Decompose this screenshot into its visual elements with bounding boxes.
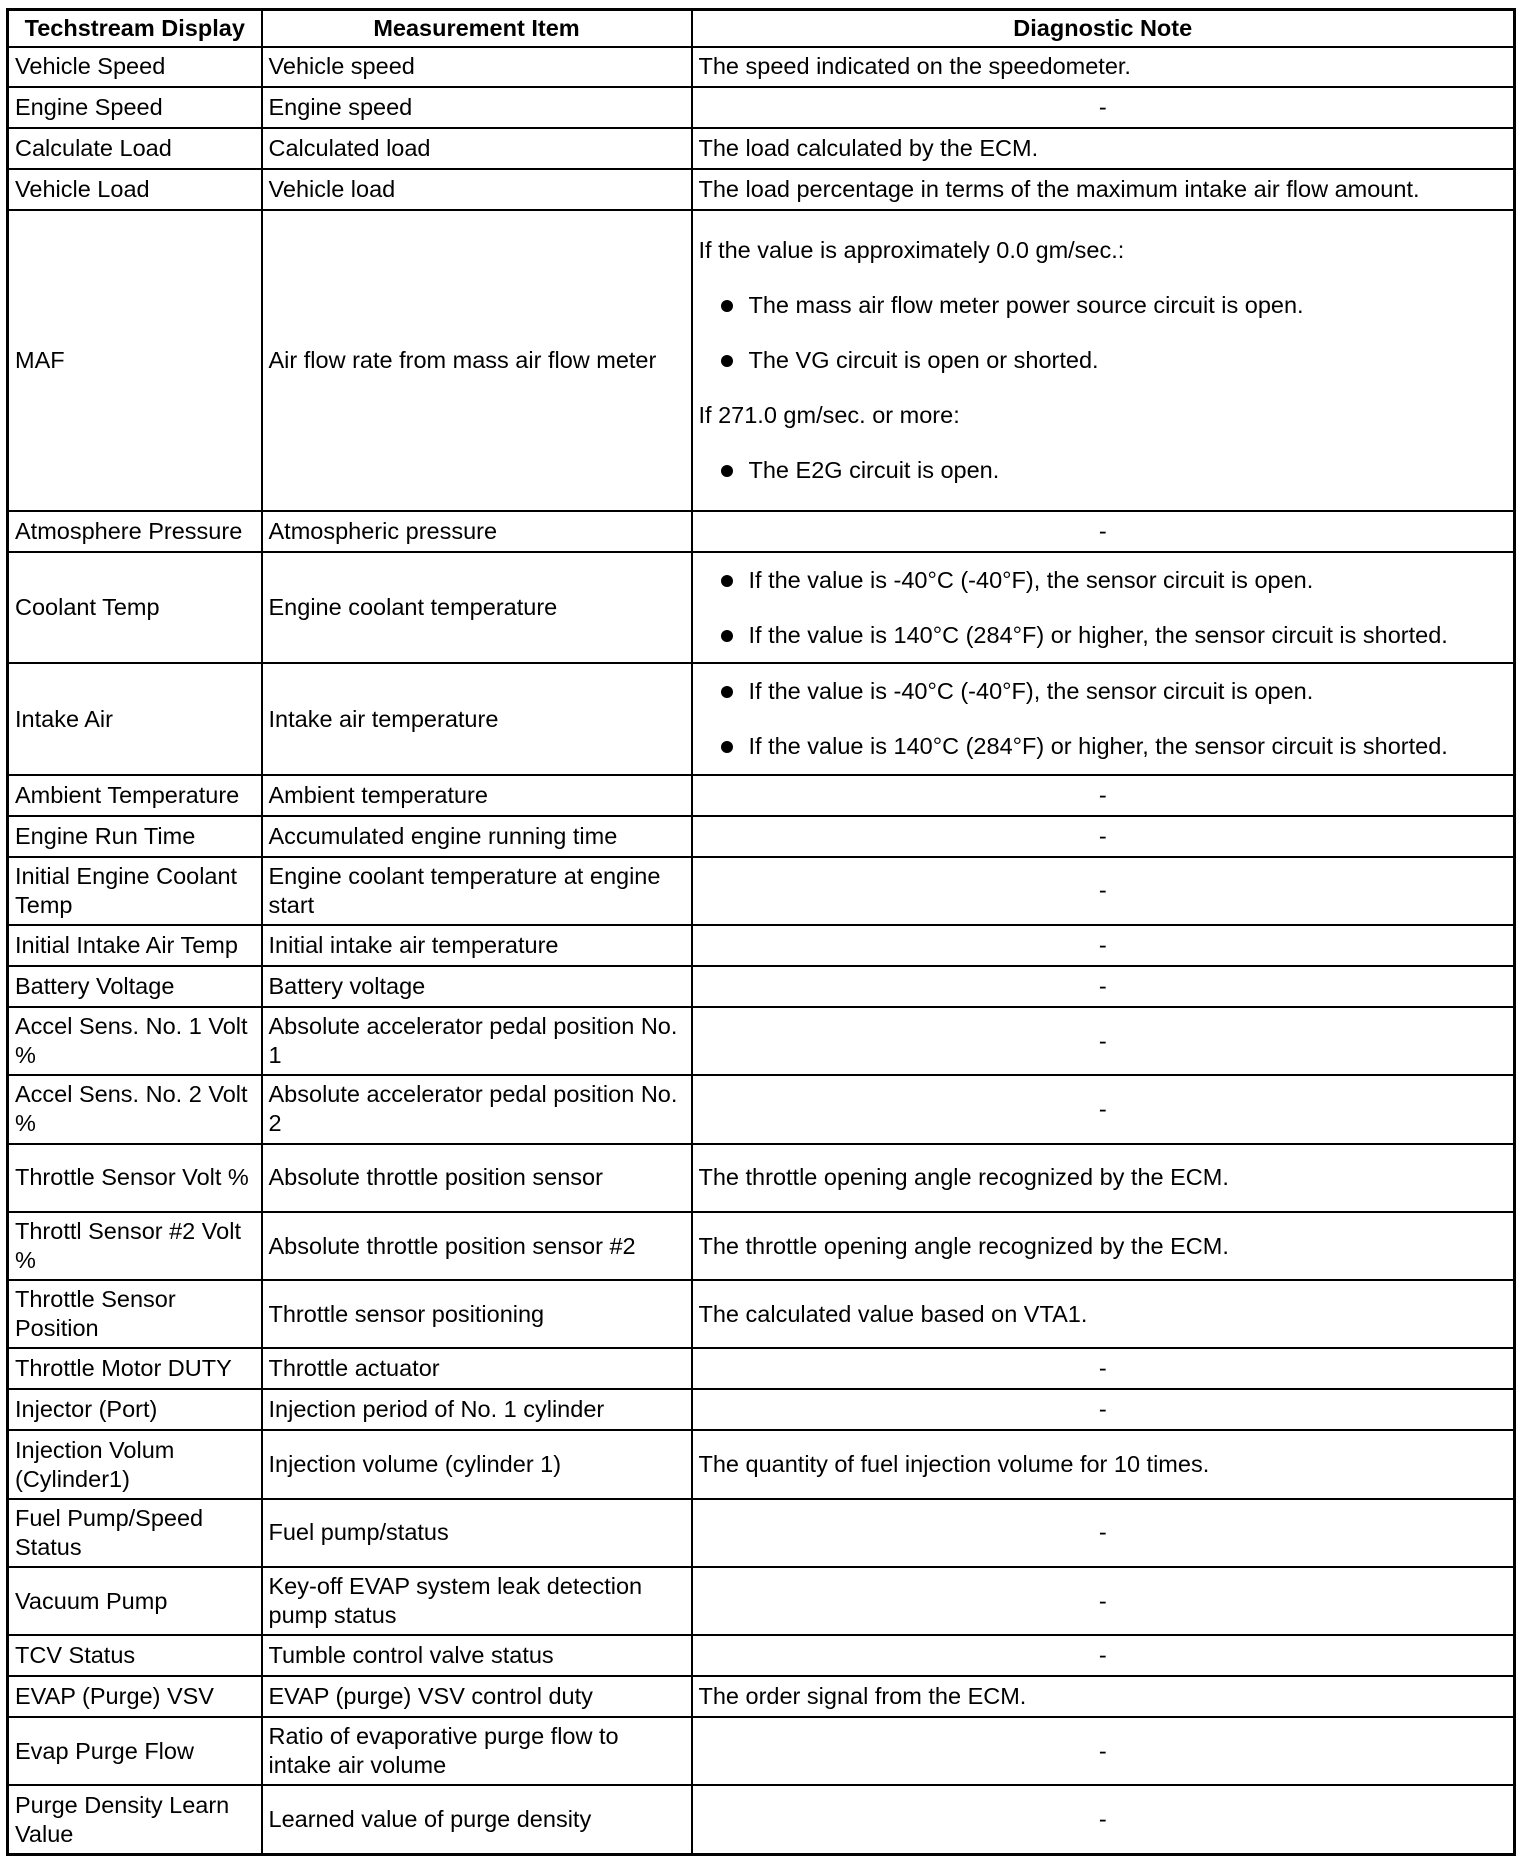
techstream-display-cell: Vacuum Pump xyxy=(8,1567,262,1635)
header-techstream-display: Techstream Display xyxy=(8,10,262,47)
note-bullet: If the value is 140°C (284°F) or higher, the sensor circuit is shorted. xyxy=(699,621,1508,650)
diagnostic-note-cell: The order signal from the ECM. xyxy=(692,1676,1515,1717)
diagnostic-note-cell: - xyxy=(692,511,1515,552)
diagnostic-note-cell xyxy=(692,210,1515,510)
techstream-display-cell: MAF xyxy=(8,210,262,510)
techstream-display-cell: Evap Purge Flow xyxy=(8,1717,262,1785)
table-row xyxy=(8,1348,1515,1389)
techstream-display-cell: Throttle Sensor Position xyxy=(8,1280,262,1348)
techstream-display-cell: Calculate Load xyxy=(8,128,262,169)
techstream-display-cell: Initial Intake Air Temp xyxy=(8,925,262,966)
measurement-item-cell: Fuel pump/status xyxy=(262,1499,692,1567)
diagnostic-note-cell: - xyxy=(692,925,1515,966)
techstream-display-cell: Engine Speed xyxy=(8,87,262,128)
diagnostic-note-cell: - xyxy=(692,775,1515,816)
diagnostic-note-cell: - xyxy=(692,1007,1515,1075)
table-row xyxy=(8,1430,1515,1498)
measurement-item-cell: Throttle actuator xyxy=(262,1348,692,1389)
measurement-item-cell: Absolute accelerator pedal position No. 2 xyxy=(262,1075,692,1143)
techstream-display-cell: Injection Volum (Cylinder1) xyxy=(8,1430,262,1498)
measurement-item-cell: Calculated load xyxy=(262,128,692,169)
table-row xyxy=(8,1635,1515,1676)
diagnostic-note-cell: - xyxy=(692,1075,1515,1143)
table-row xyxy=(8,1212,1515,1280)
diagnostic-note-cell: The load calculated by the ECM. xyxy=(692,128,1515,169)
table-row xyxy=(8,128,1515,169)
note-bullet: If the value is 140°C (284°F) or higher, the sensor circuit is shorted. xyxy=(699,732,1508,761)
techstream-display-cell: Engine Run Time xyxy=(8,816,262,857)
diagnostic-document xyxy=(6,8,1516,1856)
measurement-item-cell: Ambient temperature xyxy=(262,775,692,816)
techstream-display-cell: Fuel Pump/Speed Status xyxy=(8,1499,262,1567)
diagnostic-note-cell: The load percentage in terms of the maximum intake air flow amount. xyxy=(692,169,1515,210)
table-row xyxy=(8,1567,1515,1635)
measurement-item-cell: Battery voltage xyxy=(262,966,692,1007)
measurement-item-cell: Engine coolant temperature xyxy=(262,552,692,664)
table-row xyxy=(8,1717,1515,1785)
techstream-display-cell: Accel Sens. No. 1 Volt % xyxy=(8,1007,262,1075)
diagnostic-note-cell: - xyxy=(692,1499,1515,1567)
techstream-display-cell: Intake Air xyxy=(8,663,262,775)
diagnostic-note-cell xyxy=(692,552,1515,664)
table-row xyxy=(8,1144,1515,1212)
measurement-item-cell: Atmospheric pressure xyxy=(262,511,692,552)
techstream-display-cell: Initial Engine Coolant Temp xyxy=(8,857,262,925)
diagnostic-note-cell: - xyxy=(692,1567,1515,1635)
techstream-display-cell: Purge Density Learn Value xyxy=(8,1785,262,1854)
table-row xyxy=(8,552,1515,664)
table-row xyxy=(8,966,1515,1007)
diagnostic-note-cell: - xyxy=(692,87,1515,128)
diagnostic-note-cell xyxy=(692,663,1515,775)
diagnostic-note-cell: - xyxy=(692,857,1515,925)
table-row xyxy=(8,663,1515,775)
techstream-display-cell: Vehicle Speed xyxy=(8,47,262,88)
measurement-item-cell: Ratio of evaporative purge flow to intake air volume xyxy=(262,1717,692,1785)
techstream-display-cell: Vehicle Load xyxy=(8,169,262,210)
table-row xyxy=(8,1280,1515,1348)
diagnostic-note-cell: The throttle opening angle recognized by the ECM. xyxy=(692,1212,1515,1280)
techstream-display-cell: Ambient Temperature xyxy=(8,775,262,816)
table-row xyxy=(8,169,1515,210)
note-bullet: The E2G circuit is open. xyxy=(699,456,1508,485)
diagnostic-note-cell: - xyxy=(692,816,1515,857)
header-row xyxy=(8,10,1515,47)
measurement-item-cell: Engine coolant temperature at engine start xyxy=(262,857,692,925)
techstream-display-cell: Accel Sens. No. 2 Volt % xyxy=(8,1075,262,1143)
measurement-item-cell: EVAP (purge) VSV control duty xyxy=(262,1676,692,1717)
table-row xyxy=(8,87,1515,128)
measurement-item-cell: Engine speed xyxy=(262,87,692,128)
measurement-item-cell: Vehicle load xyxy=(262,169,692,210)
diagnostic-note-cell: - xyxy=(692,1348,1515,1389)
techstream-display-cell: Atmosphere Pressure xyxy=(8,511,262,552)
measurement-item-cell: Tumble control valve status xyxy=(262,1635,692,1676)
diagnostic-note-cell: - xyxy=(692,1389,1515,1430)
techstream-display-cell: Throttle Motor DUTY xyxy=(8,1348,262,1389)
header-diagnostic-note: Diagnostic Note xyxy=(692,10,1515,47)
measurement-item-cell: Accumulated engine running time xyxy=(262,816,692,857)
techstream-display-cell: EVAP (Purge) VSV xyxy=(8,1676,262,1717)
techstream-display-cell: Throttl Sensor #2 Volt % xyxy=(8,1212,262,1280)
note-intro: If the value is approximately 0.0 gm/sec.: xyxy=(698,237,1125,264)
techstream-display-cell: TCV Status xyxy=(8,1635,262,1676)
measurement-item-cell: Injection volume (cylinder 1) xyxy=(262,1430,692,1498)
table-row xyxy=(8,511,1515,552)
measurement-item-cell: Absolute throttle position sensor xyxy=(262,1144,692,1212)
table-row xyxy=(8,1785,1515,1854)
diagnostic-note-cell: The calculated value based on VTA1. xyxy=(692,1280,1515,1348)
techstream-display-cell: Battery Voltage xyxy=(8,966,262,1007)
table-row xyxy=(8,47,1515,88)
header-measurement-item: Measurement Item xyxy=(262,10,692,47)
measurement-item-cell: Throttle sensor positioning xyxy=(262,1280,692,1348)
measurement-item-cell: Initial intake air temperature xyxy=(262,925,692,966)
diagnostic-note-cell: - xyxy=(692,1717,1515,1785)
note-intro: If 271.0 gm/sec. or more: xyxy=(698,402,960,429)
data-list-table xyxy=(6,8,1516,1856)
note-bullet: If the value is -40°C (-40°F), the sensor circuit is open. xyxy=(699,677,1508,706)
table-row xyxy=(8,1007,1515,1075)
diagnostic-note-cell: The speed indicated on the speedometer. xyxy=(692,47,1515,88)
diagnostic-note-cell: The quantity of fuel injection volume for 10 times. xyxy=(692,1430,1515,1498)
measurement-item-cell: Key-off EVAP system leak detection pump status xyxy=(262,1567,692,1635)
diagnostic-note-cell: - xyxy=(692,966,1515,1007)
techstream-display-cell: Injector (Port) xyxy=(8,1389,262,1430)
measurement-item-cell: Air flow rate from mass air flow meter xyxy=(262,210,692,510)
diagnostic-note-cell: The throttle opening angle recognized by the ECM. xyxy=(692,1144,1515,1212)
diagnostic-note-cell: - xyxy=(692,1635,1515,1676)
measurement-item-cell: Vehicle speed xyxy=(262,47,692,88)
table-row xyxy=(8,1389,1515,1430)
table-row xyxy=(8,816,1515,857)
measurement-item-cell: Learned value of purge density xyxy=(262,1785,692,1854)
table-row xyxy=(8,1499,1515,1567)
measurement-item-cell: Injection period of No. 1 cylinder xyxy=(262,1389,692,1430)
table-row xyxy=(8,1676,1515,1717)
note-bullet: The mass air flow meter power source circuit is open. xyxy=(699,291,1508,320)
note-bullet: If the value is -40°C (-40°F), the sensor circuit is open. xyxy=(699,566,1508,595)
table-row xyxy=(8,775,1515,816)
table-row xyxy=(8,925,1515,966)
techstream-display-cell: Throttle Sensor Volt % xyxy=(8,1144,262,1212)
measurement-item-cell: Absolute throttle position sensor #2 xyxy=(262,1212,692,1280)
techstream-display-cell: Coolant Temp xyxy=(8,552,262,664)
note-bullet: The VG circuit is open or shorted. xyxy=(699,346,1508,375)
table-row xyxy=(8,210,1515,510)
measurement-item-cell: Intake air temperature xyxy=(262,663,692,775)
table-row xyxy=(8,1075,1515,1143)
table-row xyxy=(8,857,1515,925)
diagnostic-note-cell: - xyxy=(692,1785,1515,1854)
measurement-item-cell: Absolute accelerator pedal position No. 1 xyxy=(262,1007,692,1075)
